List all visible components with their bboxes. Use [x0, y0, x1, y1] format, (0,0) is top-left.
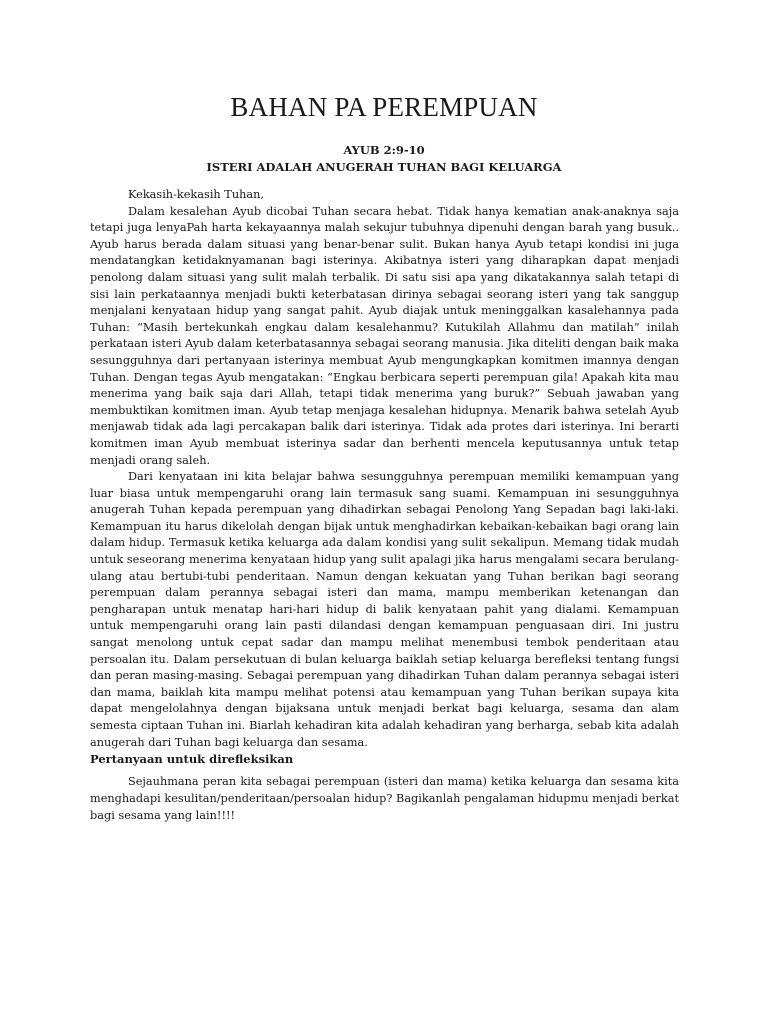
document-title: BAHAN PA PEREMPUAN: [230, 92, 538, 122]
theme-heading: ISTERI ADALAH ANUGERAH TUHAN BAGI KELUARGA: [206, 160, 562, 174]
document-body: [90, 187, 679, 751]
reflection-question: Sejauhmana peran kita sebagai perempuan (isteri dan mama) ketika keluarga dan sesama kita menghadapi kesulitan/penderitaan/persoalan hidup? Bagikanlah pengalaman hidupmu menjadi berkat bagi sesama yang lain!!!!: [90, 775, 679, 822]
reflection-heading: Pertanyaan untuk direfleksikan: [90, 752, 294, 766]
body-paragraph: Dalam kesalehan Ayub dicobai Tuhan secara hebat. Tidak hanya kematian anak-anaknya saja tetapi juga lenyaPah harta kekayaannya malah sekujur tubuhnya dipenuhi dengan barah yang busuk.. Ayub harus berada dalam situasi yang benar-benar sulit. Bukan hanya Ayub tetapi kondisi ini juga mendatangkan ketidaknyamanan bagi isterinya. Akibatnya isteri yang diharapkan dapat menjadi penolong dalam situasi yang sulit malah terbalik. Di satu sisi apa yang dikatakannya salah tetapi di sisi lain perkataannya menjadi bukti keterbatasan dirinya sebagai seorang isteri yang tak sanggup menjalani kenyataan hidup yang sangat pahit. Ayub diajak untuk meninggalkan kasalehannya pada Tuhan: “Masih bertekunkah engkau dalam kesalehanmu? Kutukilah Allahmu dan matilah” inilah perkataan isteri Ayub dalam keterbatasannya sebagai seorang manusia. Jika diteliti dengan baik maka sesungguhnya dari pertanyaan isterinya membuat Ayub mengungkapkan komitmen imannya dengan Tuhan. Dengan tegas Ayub mengatakan: “Engkau berbicara seperti perempuan gila! Apakah kita mau menerima yang baik saja dari Allah, tetapi tidak menerima yang buruk?” Sebuah jawaban yang membuktikan komitmen iman. Ayub tetap menjaga kesalehan hidupnya. Menarik bahwa setelah Ayub menjawab tidak ada lagi percakapan balik dari isterinya. Tidak ada protes dari isterinya. Ini berarti komitmen iman Ayub membuat isterinya sadar dan berhenti mencela keputusannya untuk tetap menjadi orang saleh.: [90, 204, 679, 467]
body-paragraph: Dari kenyataan ini kita belajar bahwa sesungguhnya perempuan memiliki kemampuan yang luar biasa untuk mempengaruhi orang lain termasuk sang suami. Kemampuan ini sesungguhnya anugerah Tuhan kepada perempuan yang dihadirkan sebagai Penolong Yang Sepadan bagi laki-laki. Kemampuan itu harus dikelolah dengan bijak untuk menghadirkan kebaikan-kebaikan bagi orang lain dalam hidup. Termasuk ketika keluarga ada dalam kondisi yang sulit sekalipun. Memang tidak mudah untuk seseorang menerima kenyataan hidup yang sulit apalagi jika harus mengalami secara berulang-ulang atau bertubi-tubi penderitaan. Namun dengan kekuatan yang Tuhan berikan bagi seorang perempuan dalam perannya sebagai isteri dan mama, mampu memberikan ketenangan dan pengharapan untuk menatap hari-hari hidup di balik kenyataan pahit yang dialami. Kemampuan untuk mempengaruhi orang lain pasti dilandasi dengan kemampuan penguasaan diri. Ini justru sangat menolong untuk cepat sadar dan mampu melihat menembusi tembok penderitaan atau persoalan itu. Dalam persekutuan di bulan keluarga baiklah setiap keluarga berefleksi tentang fungsi dan peran masing-masing. Sebagai perempuan yang dihadirkan Tuhan dalam perannya sebagai isteri dan mama, baiklah kita mampu melihat potensi atau kemampuan yang Tuhan berikan supaya kita dapat mengelolahnya dengan bijaksana untuk menjadi berkat bagi keluarga, sesama dan alam semesta ciptaan Tuhan ini. Biarlah kehadiran kita adalah kehadiran yang berharga, sebab kita adalah anugerah dari Tuhan bagi keluarga dan sesama.: [90, 470, 679, 749]
greeting: Kekasih-kekasih Tuhan,: [128, 188, 264, 201]
bible-verse-reference: AYUB 2:9-10: [343, 143, 425, 157]
